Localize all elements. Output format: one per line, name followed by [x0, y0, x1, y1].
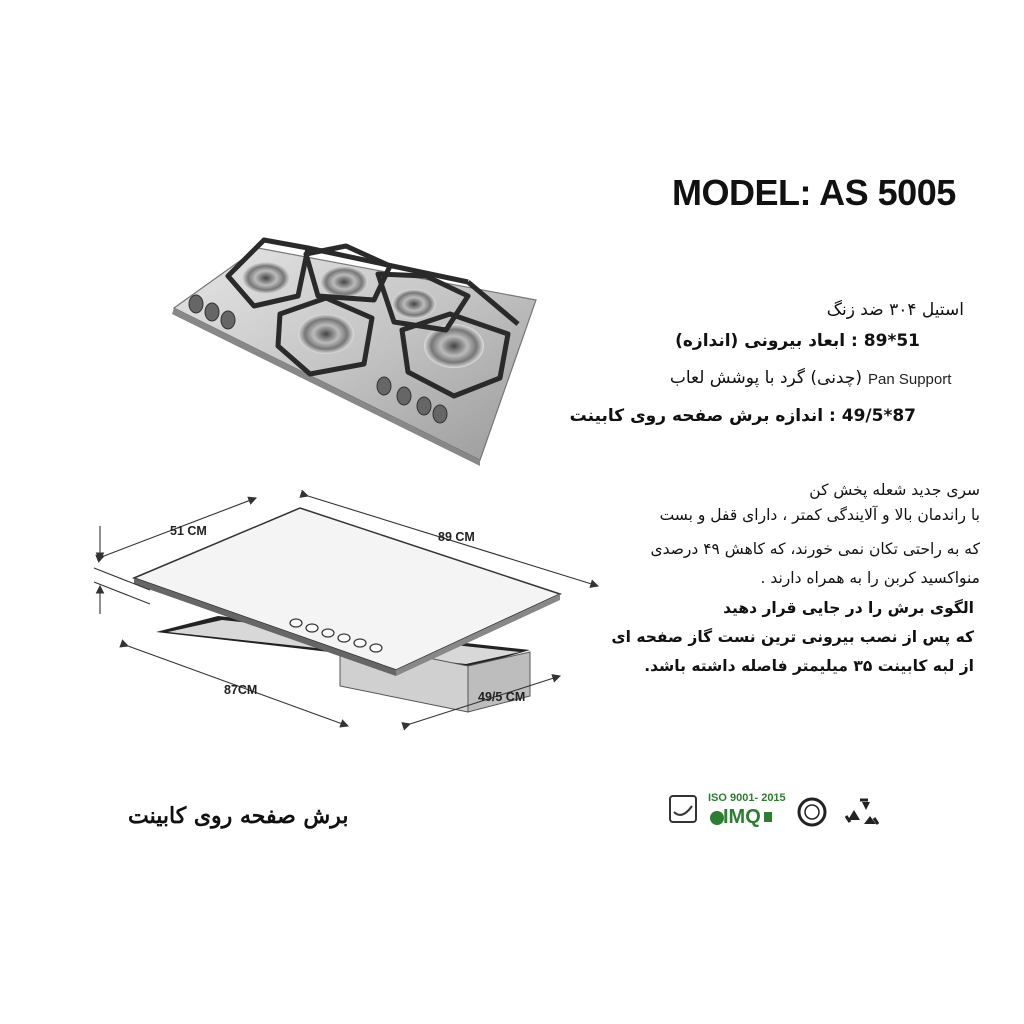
enet-seal-icon: [799, 799, 825, 825]
iso-label: ISO 9001- 2015: [708, 792, 786, 804]
install-note-line-2: که پس از نصب بیرونی ترین نست گاز صفحه ای: [611, 628, 974, 646]
spec-steel: استیل ۳۰۴ ضد زنگ: [826, 300, 964, 320]
install-note-line-1: الگوی برش را در جایی قرار دهید: [723, 599, 974, 617]
burner-icon: [392, 289, 436, 319]
description-line-4: منواکسید کربن را به همراه دارند .: [760, 569, 980, 587]
cutout-diagram: [90, 490, 610, 740]
diagram-caption: برش صفحه روی کابینت: [128, 803, 349, 829]
imq-label: IMQ: [723, 806, 761, 828]
burner-icon: [298, 314, 354, 354]
spec-cutout-size: 87*49/5 : اندازه برش صفحه روی کابینت: [569, 406, 916, 426]
description-line-2: با راندمان بالا و آلایندگی کمتر ، دارای قفل و بست: [659, 506, 980, 524]
burner-icon: [320, 266, 368, 298]
cooktop-image: [168, 226, 540, 466]
model-title: MODEL: AS 5005: [672, 172, 956, 213]
recycle-icon: [846, 800, 878, 824]
install-note-line-3: از لبه کابینت ۳۵ میلیمتر فاصله داشته باشد.: [644, 657, 974, 675]
description-line-1: سری جدید شعله پخش کن: [809, 481, 980, 499]
burner-icon: [242, 262, 290, 294]
dimension-cut-width: 87CM: [224, 683, 258, 697]
pan-support-label: Pan Support: [868, 371, 952, 388]
dimension-width-top: 89 CM: [438, 530, 475, 544]
dimension-depth-top: 51 CM: [170, 524, 207, 538]
burner-icon: [424, 324, 484, 368]
hand-certificate-icon: [670, 796, 696, 822]
spec-outer-dimensions: 51*89 : ابعاد بیرونی (اندازه): [675, 331, 920, 351]
spec-pan-support: (چدنی) گرد با پوشش لعاب: [669, 368, 862, 388]
dimension-cut-depth: 49/5 CM: [478, 690, 526, 704]
description-line-3: که به راحتی تکان نمی خورند، که کاهش ۴۹ درصدی: [650, 540, 980, 558]
